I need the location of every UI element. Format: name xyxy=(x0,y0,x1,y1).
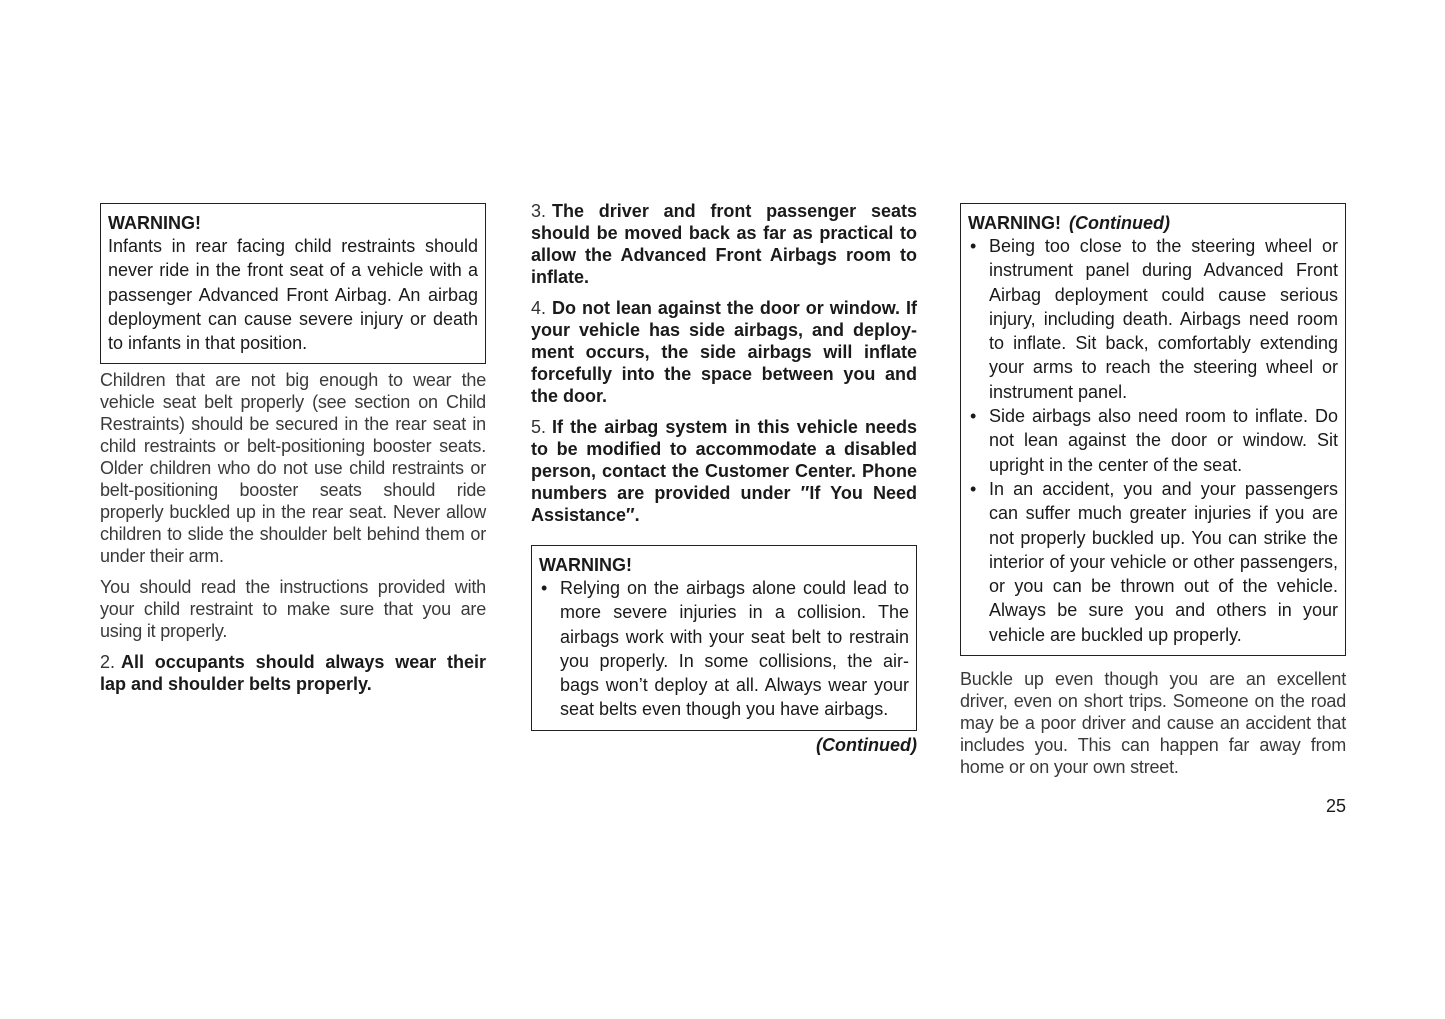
warning-bullet: • Relying on the airbags alone could lead to more severe injuries in a collision. The airbags work with your seat belt to restrain you properly. In some collisions, the air-bags won’t deploy at all. Always wear your seat belts even though you have airbags. xyxy=(541,578,909,720)
page-number: 25 xyxy=(1325,796,1346,816)
item-text: Do not lean against the door or window. If your vehicle has side airbags, and deploy-ment occurs, the side airbags will inflate forcefully into the space between you and the door. xyxy=(531,298,917,406)
numbered-item-3 xyxy=(531,200,917,288)
warning-title: WARNING! (Continued) xyxy=(968,213,1170,233)
numbered-item-4 xyxy=(531,297,917,407)
item-number: 3. xyxy=(531,201,547,221)
children-paragraph: Children that are not big enough to wear the vehicle seat belt properly (see section on Child Restraints) should be secured in the rear seat in child restraints or belt-positioning booster seats. Older children who do not use child restraints or belt-positioning booster seats should ride properly buckled up in the rear seat. Never allow children to slide the shoulder belt behind them or under their arm. xyxy=(100,370,486,567)
instructions-paragraph: You should read the instructions provided with your child restraint to make sure that you are using it properly. xyxy=(100,577,486,642)
buckle-up-paragraph: Buckle up even though you are an excellent driver, even on short trips. Someone on the road may be a poor driver and cause an accident that includes you. This can happen far away from home or on your own street. xyxy=(960,669,1346,778)
warning-title-continued: (Continued) xyxy=(1069,213,1170,233)
numbered-item-5 xyxy=(531,416,917,526)
warning-bullet: • In an accident, you and your passengers can suffer much greater injuries if you are not properly buckled up. You can strike the interior of your vehicle or other passengers, or you can be thrown out of the vehicle. Always be sure you and others in your vehicle are buckled up properly. xyxy=(970,478,1338,645)
item-number: 5. xyxy=(531,417,547,437)
column-middle xyxy=(531,200,917,756)
bullet-glyph: • xyxy=(970,406,977,427)
warning-bullet: • Side airbags also need room to inflate. Do not lean against the door or window. Sit upright in the center of the seat. xyxy=(970,406,1338,475)
warning-bullet-list xyxy=(968,234,1338,647)
warning-text: Infants in rear facing child restraints should never ride in the front seat of a vehicle with a passenger Advanced Front Airbag. An airbag deployment can cause severe injury or death to infants in that position. xyxy=(108,236,478,354)
warning-bullet: • Being too close to the steering wheel or instrument panel during Advanced Front Airbag deployment could cause serious injury, including death. Airbags need room to inflate. Sit back, comfortably extending your arms to reach the steering wheel or instrument panel. xyxy=(970,236,1338,402)
warning-box-infants xyxy=(100,203,486,364)
numbered-item-2 xyxy=(100,651,486,695)
item-text: The driver and front passenger seats should be moved back as far as practical to allow the Advanced Front Airbags room to inflate. xyxy=(531,201,917,287)
item-text: If the airbag system in this vehicle needs to be modified to accommodate a disabled person, contact the Customer Center. Phone numbers are provided under ″If You Need Assistance″. xyxy=(531,417,917,525)
item-number: 4. xyxy=(531,298,547,318)
warning-bullet-list xyxy=(539,576,909,722)
item-text: All occupants should always wear their lap and shoulder belts properly. xyxy=(100,652,486,695)
column-left xyxy=(100,200,486,695)
bullet-glyph: • xyxy=(970,478,977,499)
bullet-glyph: • xyxy=(541,578,548,598)
item-number: 2. xyxy=(100,652,116,673)
continued-label: (Continued) xyxy=(816,734,917,755)
bullet-glyph: • xyxy=(970,236,977,256)
warning-title: WARNING! xyxy=(108,213,201,233)
warning-box-continued xyxy=(960,203,1346,656)
warning-title: WARNING! xyxy=(539,555,632,575)
warning-box-relying xyxy=(531,545,917,731)
column-right xyxy=(960,200,1346,778)
